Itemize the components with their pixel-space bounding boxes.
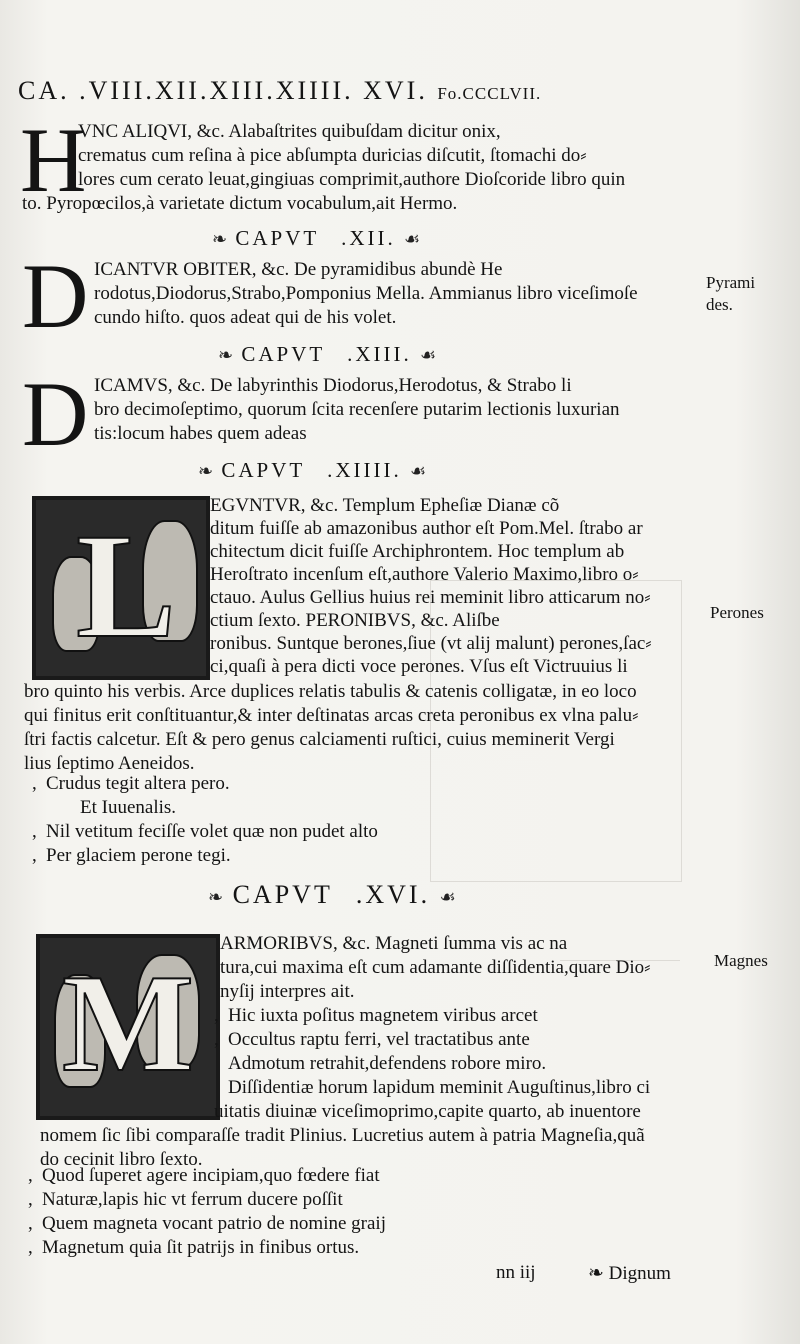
drop-cap: H bbox=[20, 109, 87, 211]
verse-line: , Quem magneta vocant patrio de nomine graij bbox=[28, 1213, 386, 1234]
verse-block bbox=[28, 1164, 528, 1260]
folio-number: Fo.CCCLVII. bbox=[437, 84, 542, 103]
caput-heading: ❧ CAPVT .XIIII. ☙ bbox=[198, 458, 427, 482]
text-line: ditum fuiſſe ab amazonibus author eſt Pom.Mel. ſtrabo ar bbox=[210, 518, 643, 539]
verse-line: , Hic iuxta poſitus magnetem viribus arcet bbox=[214, 1005, 538, 1026]
verse-line: , Magnetum quia ſit patrijs in finibus ortus. bbox=[28, 1237, 360, 1258]
verse-line: Et Iuuenalis. bbox=[80, 797, 177, 818]
text-line: nomem ſic ſibi comparaſſe tradit Plinius. Lucretius autem à patria Magneſia,quã bbox=[40, 1125, 645, 1146]
text-line: EGVNTVR, &c. Templum Epheſiæ Dianæ cõ bbox=[210, 495, 560, 516]
verse-line: Admotum retrahit,defendens robore miro. bbox=[228, 1053, 547, 1074]
text-line: Heroſtrato incenſum eſt,authore Valerio Maximo,libro o⸗ bbox=[210, 564, 639, 585]
section-marmoribus bbox=[214, 932, 690, 1122]
text-line: lores cum cerato leuat,gingiuas comprimit,authore Dioſcoride libro quin bbox=[78, 169, 626, 190]
section-dicantur bbox=[22, 245, 692, 347]
text-line: nyſij interpres ait. bbox=[220, 981, 355, 1002]
illustrated-initial-l bbox=[32, 496, 210, 680]
verse-line: , Crudus tegit altera pero. bbox=[32, 773, 230, 794]
text-line: uitatis diuinæ viceſimoprimo,capite quarto, ab inuentore bbox=[214, 1101, 641, 1122]
text-line: chitectum dicit fuiſſe Archiphrontem. Hoc templum ab bbox=[210, 541, 625, 562]
signature-mark: nn iij bbox=[496, 1262, 536, 1283]
text-line: ctium ſexto. PERONIBVS, &c. Aliſbe bbox=[210, 610, 500, 631]
fleuron-icon: ☙ bbox=[419, 345, 437, 365]
text-line: to. Pyropœcilos,à varietate dictum vocabulum,ait Hermo. bbox=[22, 193, 458, 214]
margin-note-perones: Perones bbox=[710, 603, 764, 622]
text-line: do cecinit libro ſexto. bbox=[40, 1149, 203, 1170]
section-leguntur bbox=[210, 494, 690, 690]
fleuron-icon: ❧ bbox=[218, 345, 234, 365]
verse-line: , Per glaciem perone tegi. bbox=[32, 845, 231, 866]
fleuron-icon: ☙ bbox=[409, 461, 427, 481]
header-title: CA. .VIII.XII.XIII.XIIII. XVI. bbox=[18, 76, 428, 105]
text-line: Diſſidentiæ horum lapidum meminit Auguſtinus,libro ci bbox=[228, 1077, 651, 1098]
verse-line: , Quod ſuperet agere incipiam,quo fœdere fiat bbox=[28, 1165, 380, 1186]
section-dicamus bbox=[22, 363, 692, 465]
text-line: rodotus,Diodorus,Strabo,Pomponius Mella. Ammianus libro viceſimoſe bbox=[94, 283, 638, 304]
drop-cap: D bbox=[22, 245, 89, 347]
caput-heading: ❧ CAPVT .XVI. ☙ bbox=[208, 880, 456, 909]
text-line: tis:locum habes quem adeas bbox=[94, 423, 307, 444]
fleuron-icon: ❧ bbox=[588, 1263, 604, 1284]
verse-line: , Occultus raptu ferri, vel tractatibus ante bbox=[214, 1029, 530, 1050]
section-leguntur-cont bbox=[22, 680, 692, 776]
text-line: ſtri factis calcetur. Eſt & pero genus calciamenti ruſtici, cuius meminerit Vergi bbox=[24, 729, 615, 750]
text-line: bro quinto his verbis. Arce duplices relatis tabulis & catenis colligatæ, in eo loco bbox=[24, 681, 637, 702]
text-line: VNC ALIQVI, &c. Alabaſtrites quibuſdam dicitur onix, bbox=[78, 121, 501, 142]
fleuron-icon: ❧ bbox=[198, 461, 214, 481]
text-line: ICAMVS, &c. De labyrinthis Diodorus,Herodotus, & Strabo li bbox=[94, 375, 572, 396]
text-line: ci,quaſi à pera dicti voce perones. Vſus eſt Victruuius li bbox=[210, 656, 628, 677]
text-line: ARMORIBVS, &c. Magneti ſumma vis ac na bbox=[220, 933, 568, 954]
margin-note-magnes: Magnes bbox=[714, 951, 768, 970]
initial-letter: L bbox=[76, 503, 177, 669]
fleuron-icon: ❧ bbox=[212, 229, 228, 249]
verse-block bbox=[22, 772, 692, 868]
drop-cap: D bbox=[22, 363, 89, 465]
verse-line: , Naturæ,lapis hic vt ferrum ducere poſſit bbox=[28, 1189, 343, 1210]
initial-letter: M bbox=[61, 946, 195, 1101]
text-line: bro decimoſeptimo, quorum ſcita recenſere putarim lectionis luxurian bbox=[94, 399, 620, 420]
text-line: qui finitus erit conſtituantur,& inter deſtinatas arcas creta peronibus ex vlna palu⸗ bbox=[24, 705, 639, 726]
text-line: tura,cui maxima eſt cum adamante diſſidentia,quare Dio⸗ bbox=[220, 957, 651, 978]
section-hunc-aliqui bbox=[20, 109, 692, 220]
fleuron-icon: ☙ bbox=[403, 229, 421, 249]
margin-note-pyramides: Pyrami des. bbox=[706, 273, 756, 314]
catchword: ❧ Dignum bbox=[588, 1263, 671, 1284]
caput-heading: ❧ CAPVT .XIII. ☙ bbox=[218, 342, 437, 366]
text-line: ICANTVR OBITER, &c. De pyramidibus abundè He bbox=[94, 259, 503, 280]
text-line: ronibus. Suntque berones,ſiue (vt alij malunt) perones,ſac⸗ bbox=[210, 633, 652, 654]
illustrated-initial-m bbox=[36, 934, 220, 1120]
fleuron-icon: ☙ bbox=[439, 887, 456, 907]
running-header bbox=[18, 76, 698, 110]
fleuron-icon: ❧ bbox=[208, 887, 224, 907]
verse-line: , Nil vetitum feciſſe volet quæ non pudet alto bbox=[32, 821, 378, 842]
text-line: crematus cum reſina à pice abſumpta duricias diſcutit, ſtomachi do⸗ bbox=[78, 145, 587, 166]
text-line: cundo hiſto. quos adeat qui de his volet. bbox=[94, 307, 397, 328]
text-line: ctauo. Aulus Gellius huius rei meminit libro atticarum no⸗ bbox=[210, 587, 651, 608]
caput-heading: ❧ CAPVT .XII. ☙ bbox=[212, 226, 421, 250]
text-line: lius ſeptimo Aeneidos. bbox=[24, 753, 195, 774]
